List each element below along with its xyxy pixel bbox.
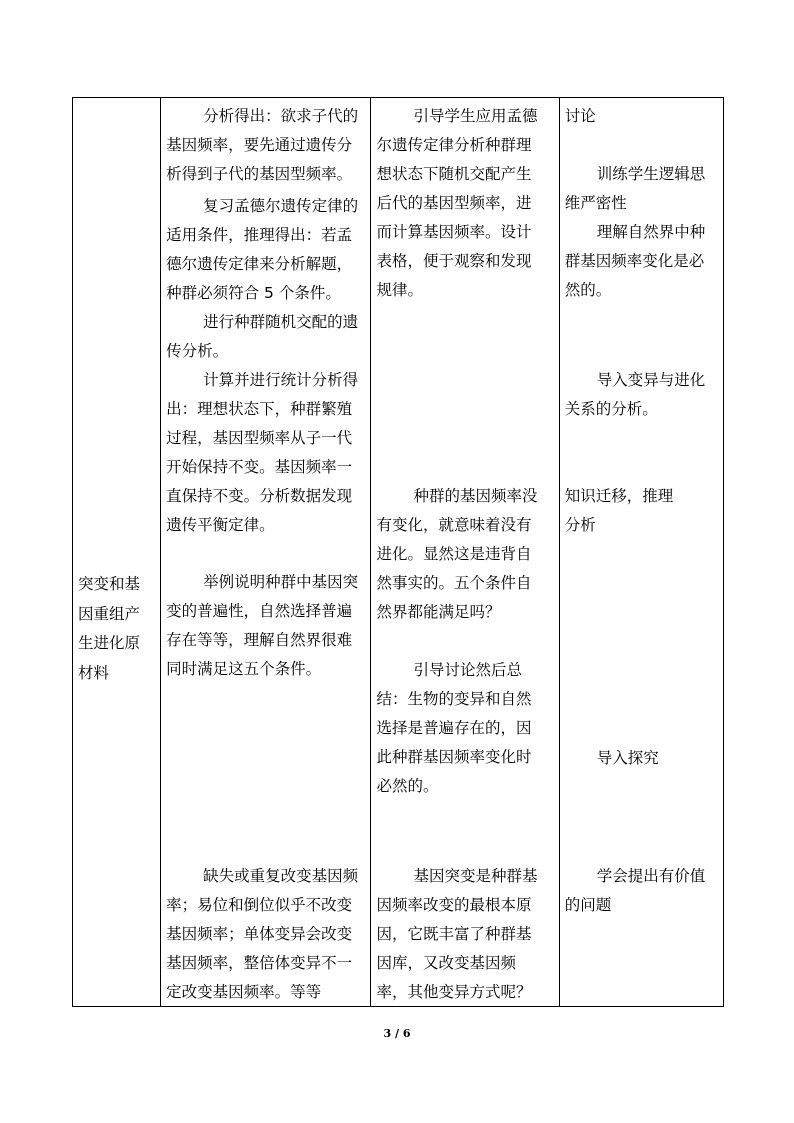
teacher-activity-text-line: 尔遗传定律分析种群理: [376, 136, 532, 154]
purpose-text-line: 关系的分析。: [564, 400, 658, 418]
student-activity-text-line: 复习孟德尔遗传定律的: [203, 197, 359, 215]
purpose-cell: [559, 98, 723, 1007]
student-activity-text-line: 种群必须符合 5 个条件。: [166, 284, 341, 302]
purpose-text-line: 的问题: [564, 896, 612, 914]
student-activity-text-line: 分析得出：欲求子代的: [203, 107, 359, 125]
purpose-text-line: 维严密性: [564, 194, 627, 212]
student-activity-text-line: 传分析。: [166, 342, 229, 360]
purpose-text-line: 理解自然界中种: [596, 223, 706, 241]
student-activity-text-line: 基因频率；单体变异会改变: [166, 925, 353, 943]
student-activity-text-line: 进行种群随机交配的遗: [203, 313, 359, 331]
topic-line: 因重组产: [78, 604, 141, 623]
purpose-text-line: 群基因频率变化是必: [564, 252, 705, 270]
teacher-activity-text-line: 有变化，就意味着没有: [376, 516, 532, 534]
student-activity-text-line: 适用条件，推理得出：若孟: [166, 226, 353, 244]
purpose-text-line: 然的。: [564, 281, 612, 299]
topic-line: 突变和基: [78, 575, 141, 593]
purpose-text-line: 训练学生逻辑思: [596, 165, 706, 183]
student-activity-text-line: 同时满足这五个条件。: [166, 660, 322, 678]
teacher-activity-text-line: 因，它既丰富了种群基: [376, 925, 532, 943]
student-activity-text-line: 析得到子代的基因型频率。: [166, 165, 353, 183]
teacher-activity-text-line: 然界都能满足吗？: [376, 603, 501, 621]
topic-label: [78, 570, 140, 688]
teacher-activity-text-line: 进化。显然这是违背自: [376, 545, 532, 563]
student-activity-text-line: 定改变基因频率。等等: [166, 983, 322, 1001]
student-activity-text-line: 德尔遗传定律来分析解题，: [166, 255, 353, 273]
student-activity-text-line: 出：理想状态下，种群繁殖: [166, 400, 353, 418]
student-activity-text-line: 直保持不变。分析数据发现: [166, 487, 353, 505]
purpose-text-line: 学会提出有价值: [596, 867, 706, 885]
purpose-text-line: 导入探究: [596, 749, 659, 767]
teacher-activity-text-line: 因库，又改变基因频: [376, 954, 516, 972]
teacher-activity-text-line: 后代的基因型频率，进: [376, 194, 532, 212]
topic-line: 材料: [78, 663, 110, 682]
student-activity-text-line: 缺失或重复改变基因频: [203, 867, 359, 885]
teacher-activity-text-line: 率，其他变异方式呢？: [376, 983, 532, 1001]
purpose-text-line: 导入变异与进化: [596, 371, 706, 389]
teacher-activity-text-line: 然事实的。五个条件自: [376, 574, 532, 592]
student-activity-text-line: 率；易位和倒位似乎不改变: [166, 896, 353, 914]
teacher-activity-text-line: 种群的基因频率没: [413, 487, 538, 505]
teacher-activity-text-line: 而计算基因频率。设计: [376, 223, 532, 241]
teacher-activity-text-line: 表格，便于观察和发现: [376, 252, 532, 270]
purpose-text-line: 分析: [564, 516, 596, 534]
student-activity-text-line: 过程，基因型频率从子一代: [166, 429, 353, 447]
purpose-text-line: 知识迁移，推理: [564, 487, 674, 505]
student-activity-text-line: 变的普遍性，自然选择普遍: [166, 602, 353, 620]
teacher-activity-text-line: 引导讨论然后总: [413, 661, 522, 679]
page-number: 3 / 6: [383, 1027, 411, 1040]
teacher-activity-text-line: 引导学生应用孟德: [413, 107, 538, 125]
student-activity-text-line: 存在等等，理解自然界很难: [166, 631, 353, 649]
student-activity-cell: [161, 98, 371, 1007]
teacher-activity-text-line: 此种群基因频率变化时: [376, 748, 532, 766]
student-activity-text-line: 基因频率，要先通过遗传分: [166, 136, 353, 154]
student-activity-text-line: 举例说明种群中基因突: [203, 573, 359, 591]
teacher-activity-text-line: 想状态下随机交配产生: [376, 165, 532, 183]
teacher-activity-text-line: 因频率改变的最根本原: [376, 896, 532, 914]
purpose-text-line: 讨论: [564, 107, 596, 125]
teacher-activity-text-line: 结：生物的变异和自然: [376, 690, 532, 708]
student-activity-text-line: 开始保持不变。基因频率一: [166, 458, 353, 476]
student-activity-text-line: 遗传平衡定律。: [166, 516, 275, 534]
teacher-activity-cell: [371, 98, 559, 1007]
student-activity-text-line: 计算并进行统计分析得: [203, 371, 359, 389]
teacher-activity-text-line: 基因突变是种群基: [413, 867, 538, 885]
topic-line: 生进化原: [78, 634, 141, 652]
teacher-activity-text-line: 必然的。: [376, 777, 439, 795]
topic-cell: [73, 98, 161, 1007]
teacher-activity-text-line: 规律。: [376, 281, 423, 299]
table-row: [73, 98, 724, 1007]
student-activity-text-line: 基因频率，整倍体变异不一: [166, 954, 353, 972]
lesson-plan-table: [72, 97, 724, 1007]
teacher-activity-text-line: 选择是普遍存在的，因: [376, 719, 532, 737]
